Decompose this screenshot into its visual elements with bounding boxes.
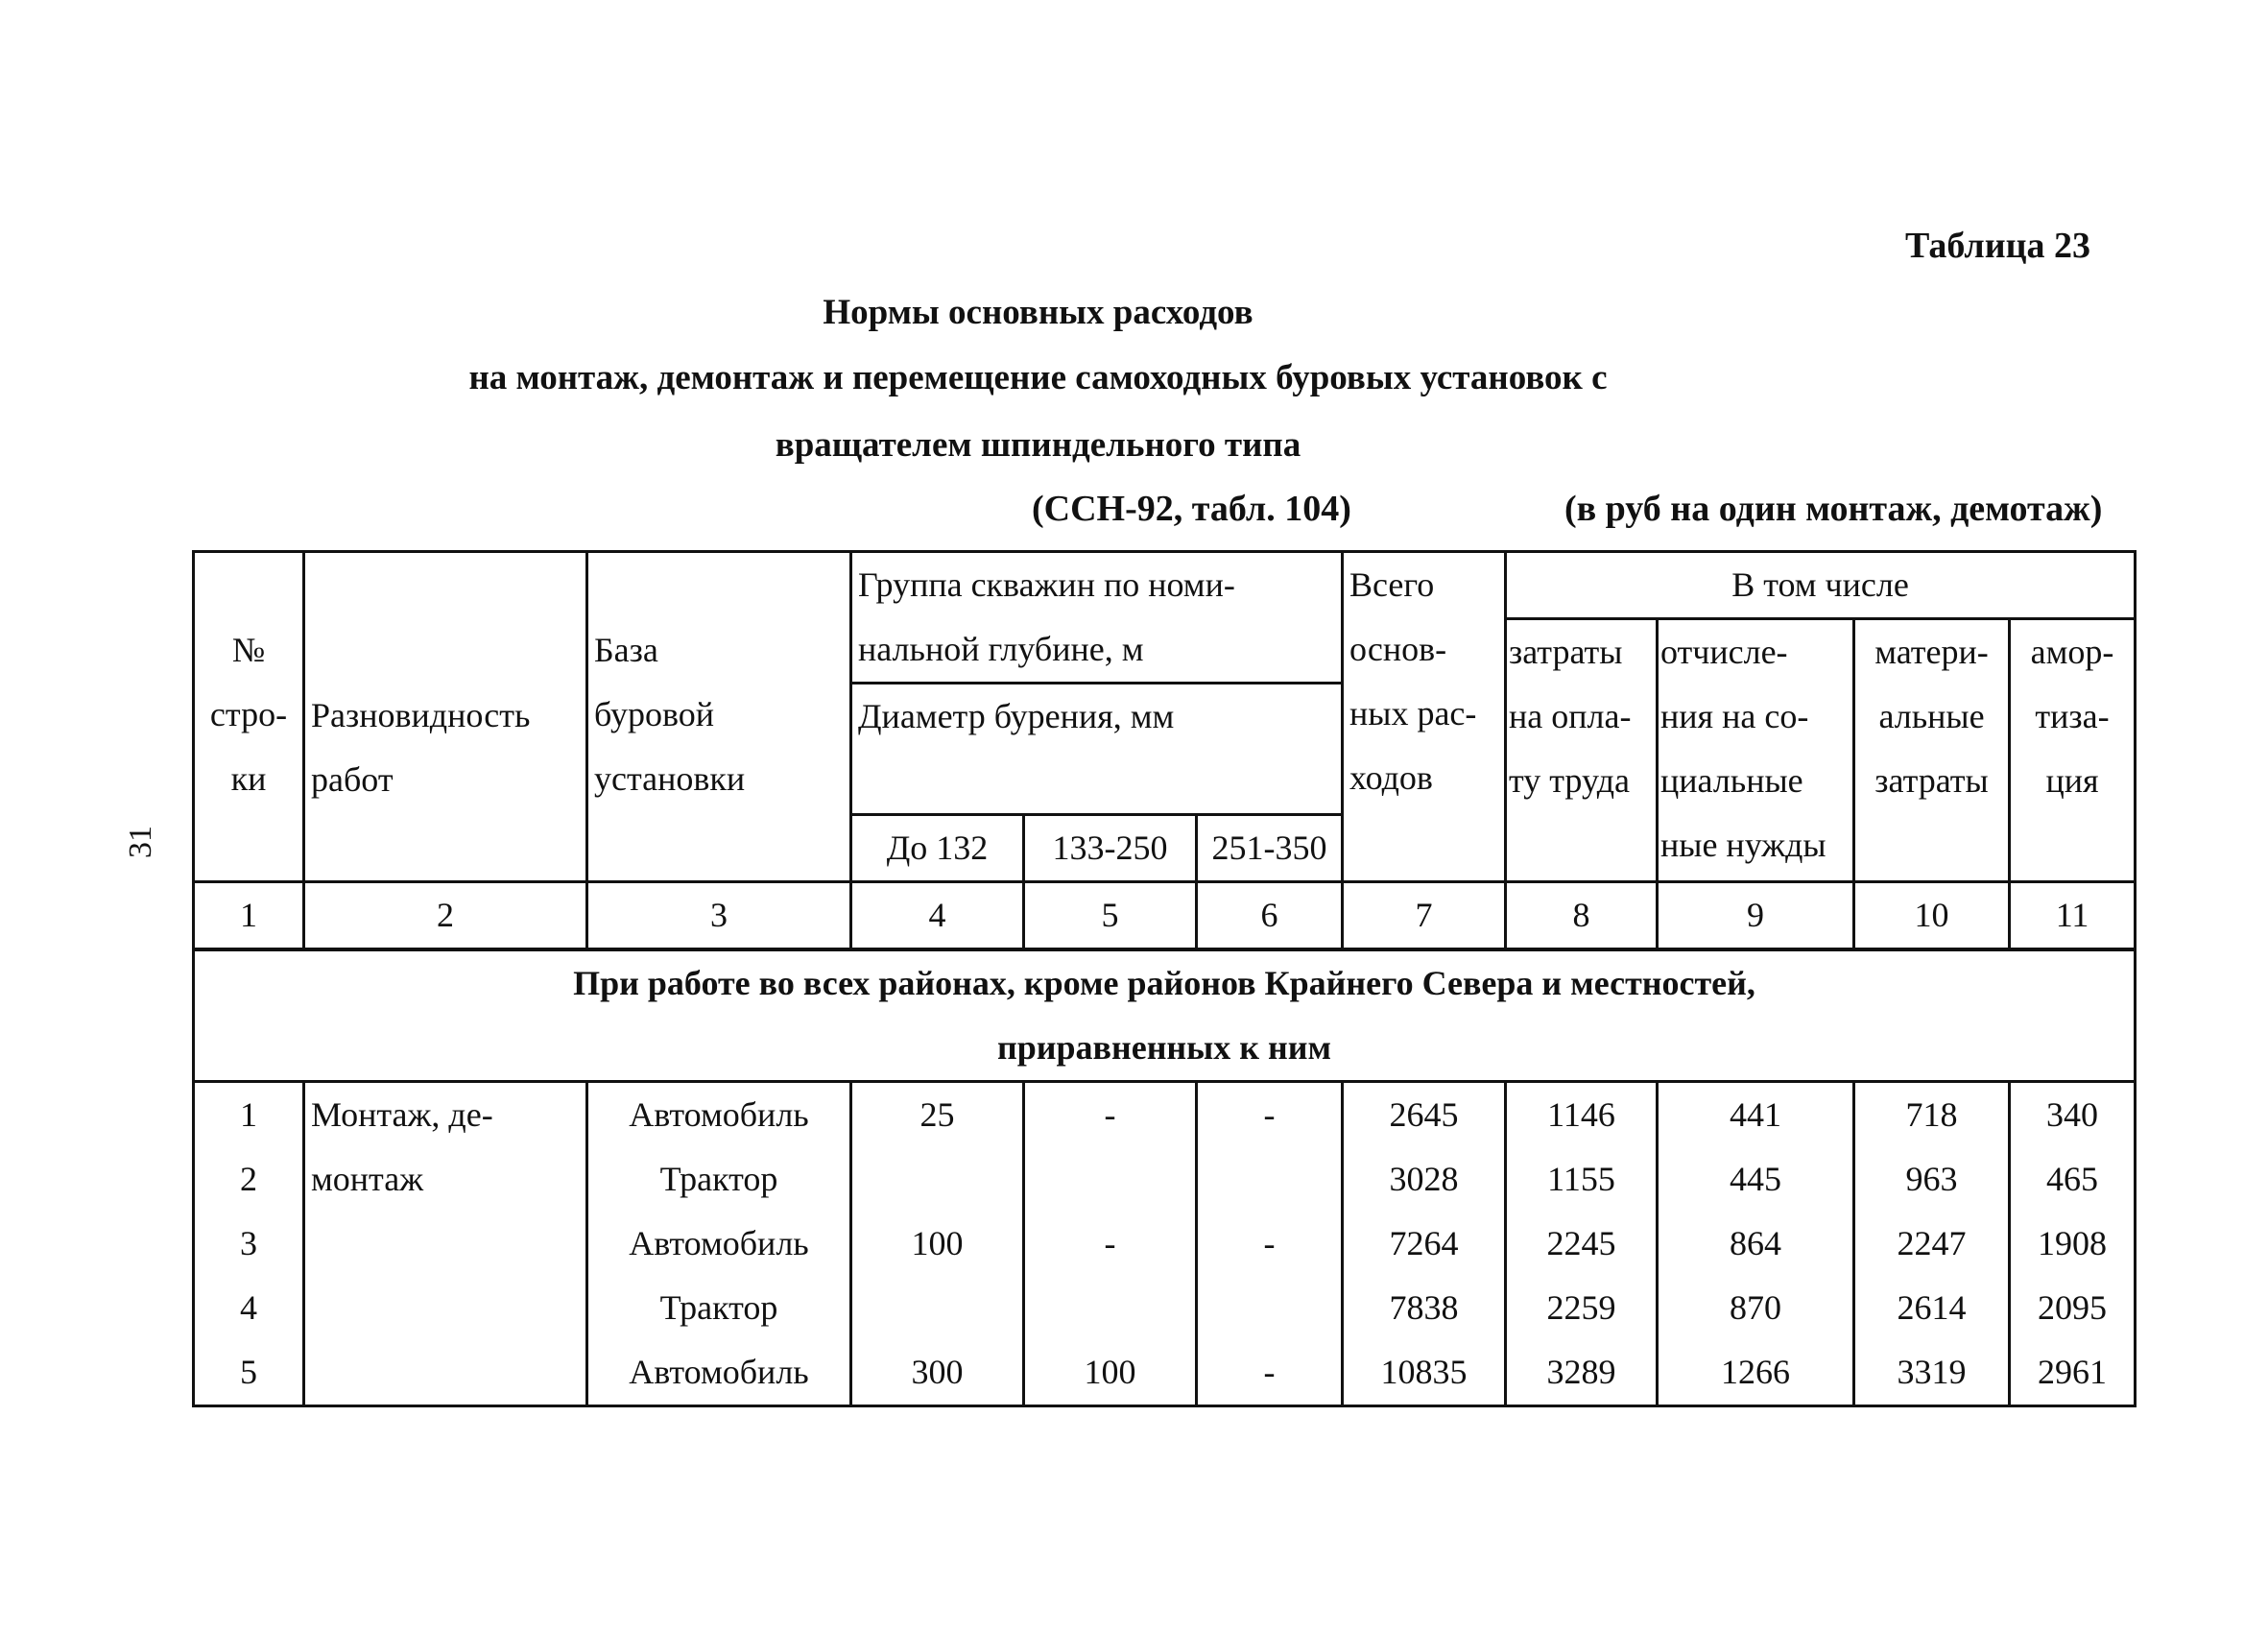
header-well-group	[851, 552, 1343, 684]
table-label: Таблица 23	[1904, 226, 2090, 266]
col-num-7: 7	[1343, 882, 1506, 950]
header-amort-text: амор- тиза- ция	[2030, 633, 2114, 800]
cell-d1: 100	[851, 1212, 1024, 1276]
cell-d1: 25	[851, 1082, 1024, 1148]
cell-total: 7838	[1343, 1276, 1506, 1340]
cell-d1	[851, 1276, 1024, 1340]
cell-amort: 1908	[2010, 1212, 2136, 1276]
cell-d3: -	[1197, 1340, 1343, 1406]
header-materials-text: матери- альные затраты	[1874, 633, 1989, 800]
cell-d1: 300	[851, 1340, 1024, 1406]
cell-work-type	[304, 1276, 587, 1340]
cell-d3: -	[1197, 1082, 1343, 1148]
cell-d3	[1197, 1147, 1343, 1212]
cell-total: 3028	[1343, 1147, 1506, 1212]
cell-no: 3	[194, 1212, 304, 1276]
cell-work-type: Монтаж, де-	[304, 1082, 587, 1148]
table-row	[194, 1340, 2136, 1406]
cell-materials: 963	[1854, 1147, 2010, 1212]
page-number: 31	[123, 826, 158, 858]
title-line-3: вращателем шпиндельного типа	[775, 425, 1301, 465]
header-rig-base-text: База буровой установки	[594, 631, 746, 798]
col-num-4: 4	[851, 882, 1024, 950]
cell-labor: 1146	[1506, 1082, 1658, 1148]
table-row	[194, 1212, 2136, 1276]
cell-base: Трактор	[587, 1147, 851, 1212]
section-row	[194, 949, 2136, 1082]
cell-materials: 2247	[1854, 1212, 2010, 1276]
header-work-type	[304, 552, 587, 882]
cell-labor: 1155	[1506, 1147, 1658, 1212]
header-labor	[1506, 619, 1658, 882]
cell-amort: 465	[2010, 1147, 2136, 1212]
cell-materials: 3319	[1854, 1340, 2010, 1406]
section-title	[194, 949, 2136, 1082]
table-row	[194, 1276, 2136, 1340]
section-title-line-1: При работе во всех районах, кроме районов Крайнего Севера и местностей,	[573, 964, 1755, 1002]
header-diam-2: 133-250	[1024, 815, 1197, 882]
cell-d3: -	[1197, 1212, 1343, 1276]
title-line-1: Нормы основных расходов	[823, 293, 1253, 332]
col-num-3: 3	[587, 882, 851, 950]
col-num-5: 5	[1024, 882, 1197, 950]
cell-labor: 3289	[1506, 1340, 1658, 1406]
cell-d2: 100	[1024, 1340, 1197, 1406]
cell-social: 870	[1658, 1276, 1854, 1340]
column-numbers-row	[194, 882, 2136, 950]
header-labor-text: затраты на опла- ту труда	[1509, 633, 1632, 800]
col-num-6: 6	[1197, 882, 1343, 950]
cell-social: 1266	[1658, 1340, 1854, 1406]
header-rig-base	[587, 552, 851, 882]
cell-amort: 2961	[2010, 1340, 2136, 1406]
header-including: В том числе	[1506, 552, 2136, 619]
col-num-11: 11	[2010, 882, 2136, 950]
cell-d2	[1024, 1276, 1197, 1340]
cell-d3	[1197, 1276, 1343, 1340]
section-title-line-2: приравненных к ним	[997, 1028, 1332, 1067]
cell-base: Автомобиль	[587, 1082, 851, 1148]
col-num-9: 9	[1658, 882, 1854, 950]
cell-total: 7264	[1343, 1212, 1506, 1276]
header-diameter: Диаметр бурения, мм	[851, 684, 1343, 815]
cell-work-type	[304, 1212, 587, 1276]
title-line-2: на монтаж, демонтаж и перемещение самоходных буровых установок с	[468, 358, 1608, 397]
source-reference: (ССН-92, табл. 104)	[1032, 489, 1351, 529]
cell-d2: -	[1024, 1082, 1197, 1148]
cell-amort: 340	[2010, 1082, 2136, 1148]
header-diam-3: 251-350	[1197, 815, 1343, 882]
cell-no: 4	[194, 1276, 304, 1340]
cell-no: 1	[194, 1082, 304, 1148]
cell-base: Автомобиль	[587, 1340, 851, 1406]
cell-social: 864	[1658, 1212, 1854, 1276]
header-diam-1: До 132	[851, 815, 1024, 882]
header-amort	[2010, 619, 2136, 882]
cell-materials: 718	[1854, 1082, 2010, 1148]
header-total	[1343, 552, 1506, 882]
cell-social: 441	[1658, 1082, 1854, 1148]
norms-table	[192, 550, 2137, 1407]
header-social	[1658, 619, 1854, 882]
table-row	[194, 1147, 2136, 1212]
header-total-text: Всего основ- ных рас- ходов	[1349, 565, 1477, 797]
header-work-type-text: Разновидность работ	[311, 696, 531, 799]
cell-social: 445	[1658, 1147, 1854, 1212]
table-row	[194, 1082, 2136, 1148]
col-num-1: 1	[194, 882, 304, 950]
units-note: (в руб на один монтаж, демотаж)	[1564, 489, 2103, 529]
col-num-10: 10	[1854, 882, 2010, 950]
cell-total: 10835	[1343, 1340, 1506, 1406]
cell-labor: 2259	[1506, 1276, 1658, 1340]
cell-d1	[851, 1147, 1024, 1212]
cell-no: 5	[194, 1340, 304, 1406]
cell-materials: 2614	[1854, 1276, 2010, 1340]
cell-work-type: монтаж	[304, 1147, 587, 1212]
header-row-no-text: № стро- ки	[209, 631, 288, 798]
cell-d2: -	[1024, 1212, 1197, 1276]
header-row-no	[194, 552, 304, 882]
col-num-2: 2	[304, 882, 587, 950]
header-well-group-text: Группа скважин по номи- нальной глубине, м	[858, 565, 1235, 668]
cell-labor: 2245	[1506, 1212, 1658, 1276]
cell-no: 2	[194, 1147, 304, 1212]
header-social-text: отчисле- ния на со- циальные ные нужды	[1660, 633, 1826, 864]
header-materials	[1854, 619, 2010, 882]
cell-d2	[1024, 1147, 1197, 1212]
cell-total: 2645	[1343, 1082, 1506, 1148]
cell-work-type	[304, 1340, 587, 1406]
cell-amort: 2095	[2010, 1276, 2136, 1340]
cell-base: Автомобиль	[587, 1212, 851, 1276]
col-num-8: 8	[1506, 882, 1658, 950]
cell-base: Трактор	[587, 1276, 851, 1340]
header-row-1	[194, 552, 2136, 619]
